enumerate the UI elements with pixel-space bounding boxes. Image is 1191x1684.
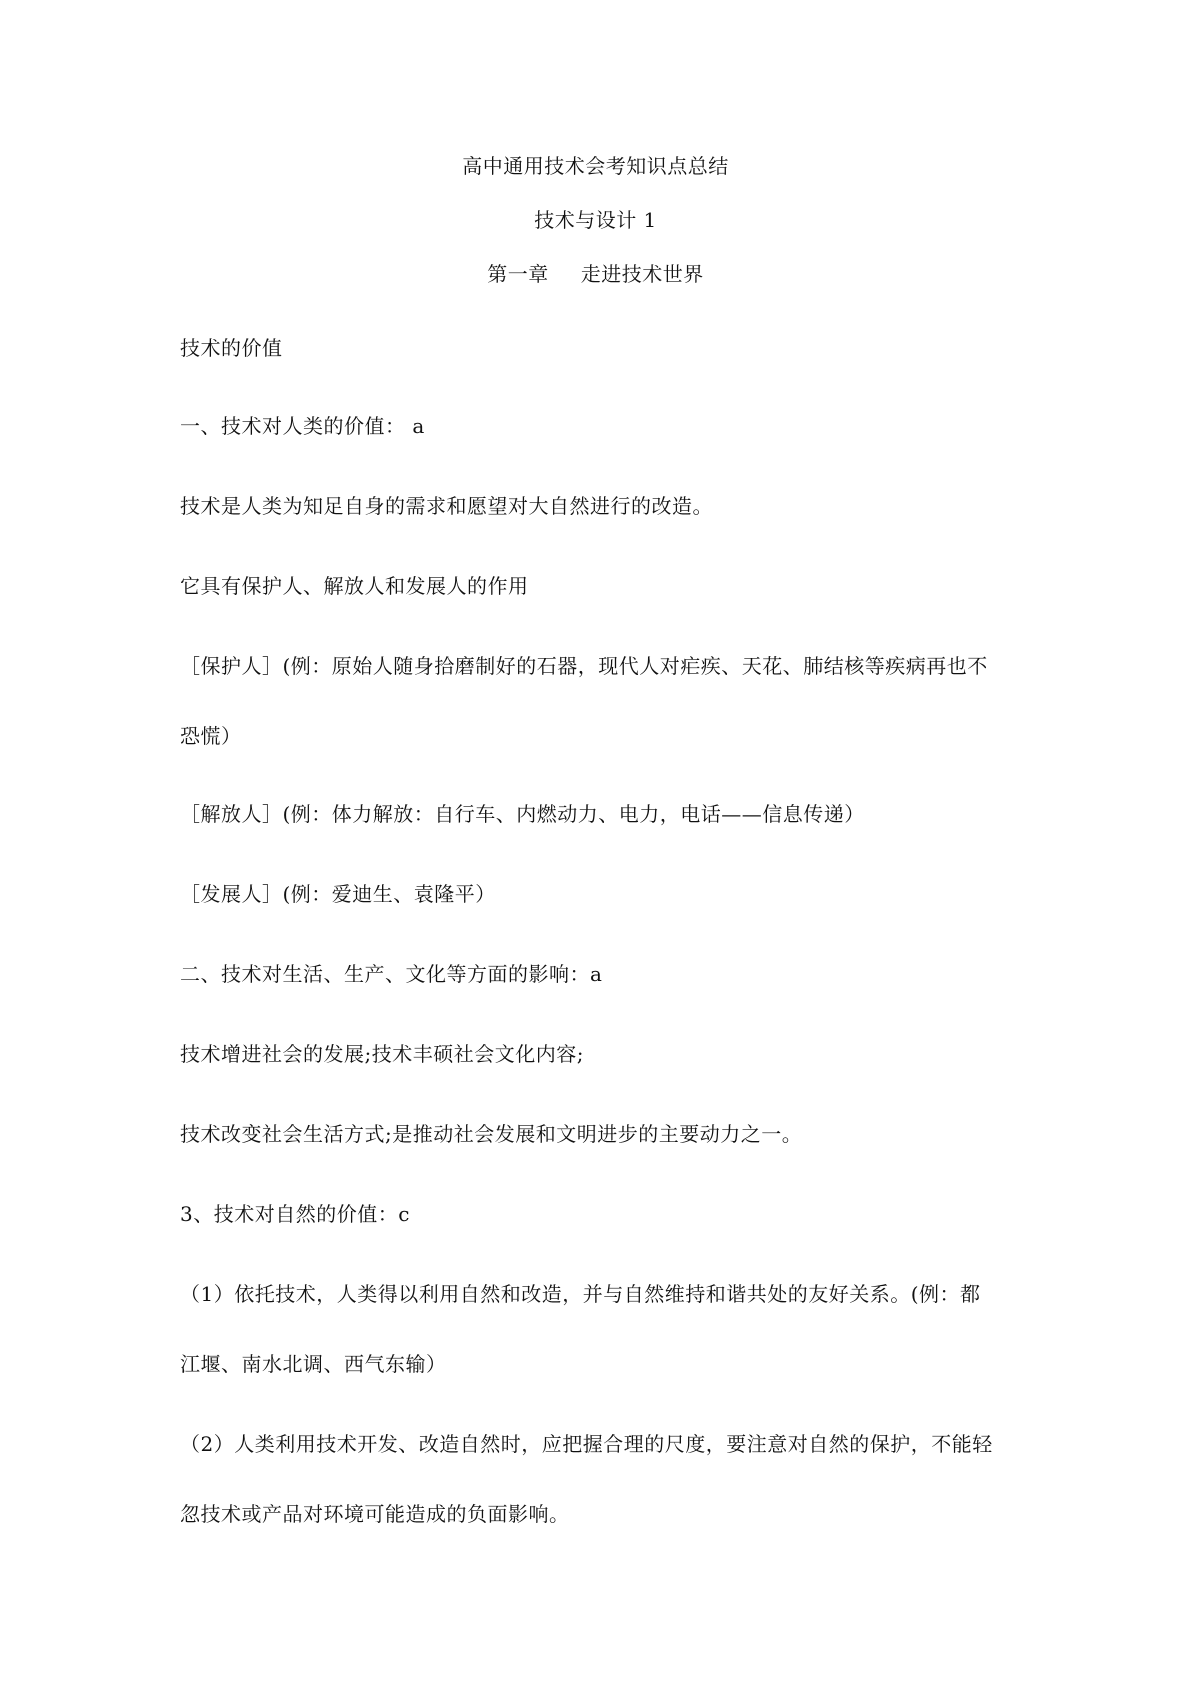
paragraph: 技术是人类为知足自身的需求和愿望对大自然进行的改造。: [180, 494, 713, 518]
paragraph: ［发展人］(例：爱迪生、袁隆平）: [180, 882, 496, 906]
document-subtitle: 技术与设计 1: [534, 208, 657, 232]
chapter-name: 走进技术世界: [580, 262, 704, 286]
paragraph: ［解放人］(例：体力解放：自行车、内燃动力、电力，电话——信息传递）: [180, 802, 865, 826]
paragraph: （1）依托技术，人类得以利用自然和改造，并与自然维持和谐共处的友好关系。(例：都: [180, 1282, 981, 1306]
document-title: 高中通用技术会考知识点总结: [462, 154, 729, 178]
paragraph-continuation: 忽技术或产品对环境可能造成的负面影响。: [180, 1502, 570, 1526]
chapter-number: 第一章: [487, 262, 549, 286]
paragraph-continuation: 江堰、南水北调、西气东输）: [180, 1352, 447, 1376]
paragraph: 3、技术对自然的价值：c: [180, 1202, 410, 1226]
paragraph: 技术增进社会的发展;技术丰硕社会文化内容;: [180, 1042, 584, 1066]
paragraph: 一、技术对人类的价值： a: [180, 414, 425, 438]
paragraph-continuation: 恐慌）: [180, 724, 242, 748]
paragraph: （2）人类利用技术开发、改造自然时，应把握合理的尺度，要注意对自然的保护，不能轻: [180, 1432, 993, 1456]
paragraph: 二、技术对生活、生产、文化等方面的影响：a: [180, 962, 603, 986]
chapter-heading: [0, 262, 1191, 286]
paragraph: 它具有保护人、解放人和发展人的作用: [180, 574, 529, 598]
paragraph: 技术改变社会生活方式;是推动社会发展和文明进步的主要动力之一。: [180, 1122, 803, 1146]
section-heading: 技术的价值: [180, 336, 283, 360]
paragraph: ［保护人］(例：原始人随身拾磨制好的石器，现代人对疟疾、天花、肺结核等疾病再也不: [180, 654, 988, 678]
